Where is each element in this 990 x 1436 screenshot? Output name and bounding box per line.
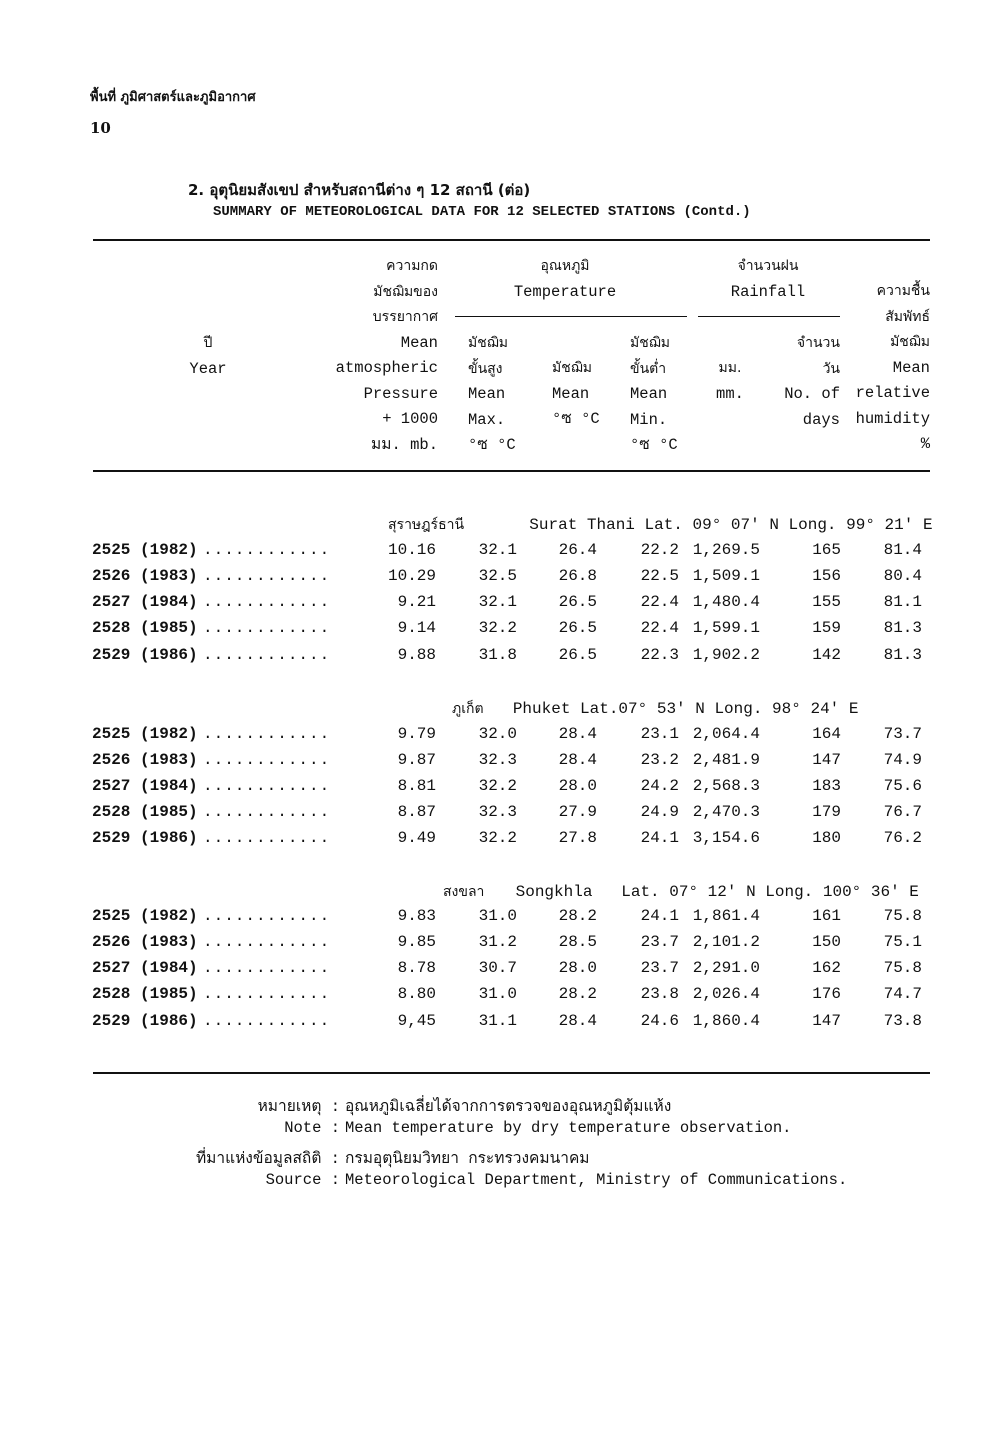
source-label: Source : [265,1171,340,1189]
source-text: Meteorological Department, Ministry of Communications. [345,1171,848,1189]
table-row: 2525 (1982) ............ 9.79 32.0 28.4 23.1 2,064.4 164 73.7 [92,725,922,743]
header-temp-min: มัชฌิม ขั้นต่ำ Mean Min. °ซ °C [630,335,678,454]
bottom-rule [93,1072,930,1074]
table-row: 2526 (1983) ............ 9.87 32.3 28.4 23.2 2,481.9 147 74.9 [92,751,922,769]
top-rule [93,239,930,241]
table-row: 2528 (1985) ............ 8.80 31.0 28.2 23.8 2,026.4 176 74.7 [92,985,922,1003]
station-name-thai: สุราษฎร์ธานี [388,517,465,533]
header-temp-max: มัชฌิม ขั้นสูง Mean Max. °ซ °C [468,335,516,454]
table-row: 2525 (1982) ............ 9.83 31.0 28.2 24.1 1,861.4 161 75.8 [92,907,922,925]
table-row: 2527 (1984) ............ 8.81 32.2 28.0 24.2 2,568.3 183 75.6 [92,777,922,795]
station-location: Songkhla Lat. 07° 12' N Long. 100° 36' E [515,883,919,901]
station-heading [452,698,858,720]
table-row: 2529 (1986) ............ 9,45 31.1 28.4 24.6 1,860.4 147 73.8 [92,1012,922,1030]
table-row: 2529 (1986) ............ 9.88 31.8 26.5 22.3 1,902.2 142 81.3 [92,646,922,664]
note-text: Mean temperature by dry temperature observation. [345,1119,792,1137]
table-row: 2526 (1983) ............ 10.29 32.5 26.8 22.5 1,509.1 156 80.4 [92,567,922,585]
page-number: 10 [90,119,111,137]
table-row: 2528 (1985) ............ 8.87 32.3 27.9 24.9 2,470.3 179 76.7 [92,803,922,821]
note-text-thai: อุณหภูมิเฉลี่ยได้จากการตรวจของอุณหภูมิตุ้มแห้ง [345,1098,672,1116]
running-header: พื้นที่ ภูมิศาสตร์และภูมิอากาศ [90,90,256,105]
header-temperature-group: อุณหภูมิ Temperature [513,258,617,301]
header-rain-days: จำนวน วัน No. of days [784,335,840,429]
station-name-thai: ภูเก็ต [452,701,484,717]
station-name-thai: สงขลา [443,884,485,900]
table-row: 2527 (1984) ............ 8.78 30.7 28.0 23.7 2,291.0 162 75.8 [92,959,922,977]
header-humidity: ความชื้น สัมพัทธ์ มัชฌิม Mean relative humidity % [855,283,930,453]
station-location: Phuket Lat.07° 53' N Long. 98° 24' E [512,700,859,718]
header-temp-mean: มัชฌิม Mean °ซ °C [552,360,600,428]
table-row: 2528 (1985) ............ 9.14 32.2 26.5 22.4 1,599.1 159 81.3 [92,619,922,637]
note-label-thai: หมายเหตุ : [257,1098,340,1116]
note-label: Note : [284,1119,340,1137]
header-bottom-rule [93,470,930,472]
table-row: 2527 (1984) ............ 9.21 32.1 26.5 22.4 1,480.4 155 81.1 [92,593,922,611]
table-row: 2525 (1982) ............ 10.16 32.1 26.4 22.2 1,269.5 165 81.4 [92,541,922,559]
table-title-english: SUMMARY OF METEOROLOGICAL DATA FOR 12 SELECTED STATIONS (Contd.) [213,204,751,220]
header-rainfall-group: จำนวนฝน Rainfall [730,258,806,301]
header-rain-mm: มม. mm. [716,360,744,403]
source-text-thai: กรมอุตุนิยมวิทยา กระทรวงคมนาคม [345,1150,590,1168]
station-heading [443,881,919,903]
header-year: ปี Year [189,335,227,378]
station-heading [388,514,933,536]
temperature-group-rule [455,316,687,317]
table-row: 2529 (1986) ............ 9.49 32.2 27.8 24.1 3,154.6 180 76.2 [92,829,922,847]
header-pressure: ความกด มัชฌิมของ บรรยากาศ Mean atmospheric Pressure + 1000 มม. mb. [335,258,438,454]
station-location: Surat Thani Lat. 09° 07' N Long. 99° 21' E [529,516,933,534]
source-label-thai: ที่มาแห่งข้อมูลสถิติ : [195,1150,340,1168]
rainfall-group-rule [698,316,840,317]
table-row: 2526 (1983) ............ 9.85 31.2 28.5 23.7 2,101.2 150 75.1 [92,933,922,951]
table-title-thai: 2. อุตุนิยมสังเขป สำหรับสถานีต่าง ๆ 12 สถานี (ต่อ) [188,181,531,199]
